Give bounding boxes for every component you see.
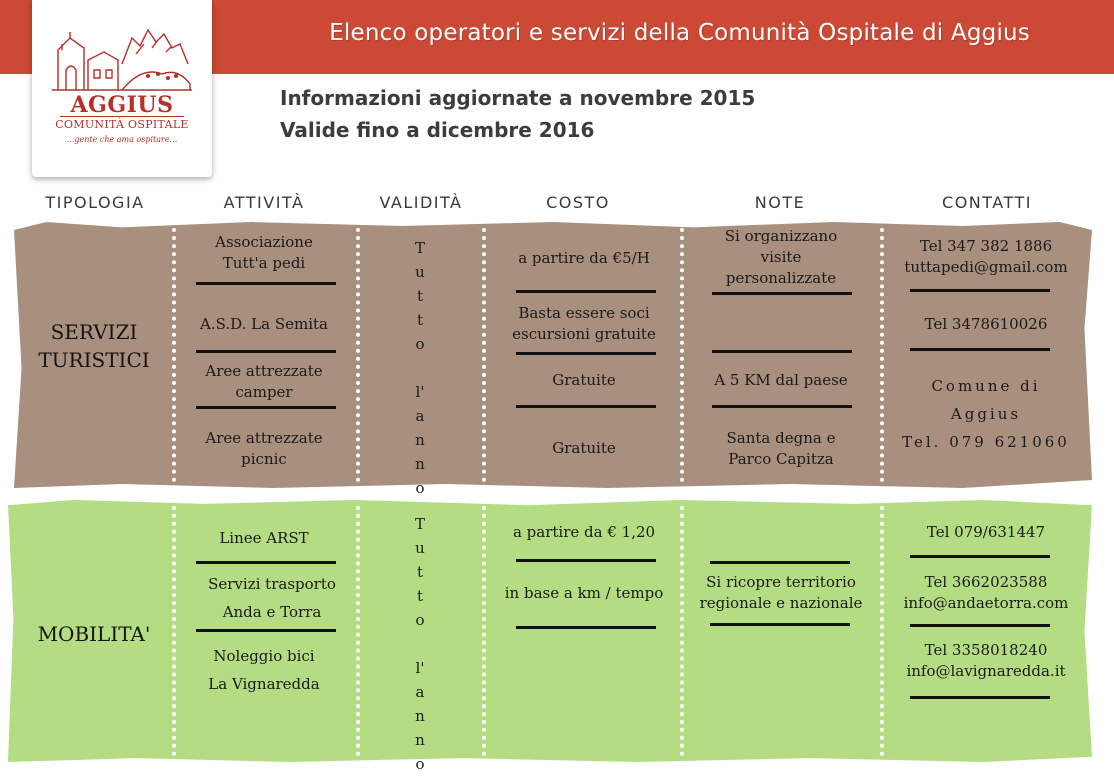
validity-letter: o (415, 479, 425, 497)
category-line: TURISTICI (38, 348, 150, 372)
column-divider (172, 228, 176, 482)
activity-text: camper (235, 383, 293, 401)
column-header-contatti: CONTATTI (942, 193, 1032, 212)
activity-cell (182, 428, 346, 470)
contact-cell (884, 372, 1088, 456)
contact-text: Tel 3662023588 (924, 573, 1048, 591)
logo-subtitle: COMUNITÀ OSPITALE (55, 118, 189, 131)
note-text: Parco Capitza (728, 450, 834, 468)
note-text: Si ricopre territorio (706, 573, 856, 591)
activity-text: A.S.D. La Semita (200, 315, 328, 333)
validity-letter: t (416, 311, 424, 329)
cost-cell (494, 522, 674, 543)
column-divider (482, 506, 486, 756)
note-cell (690, 428, 872, 470)
cost-text: a partire da €5/H (518, 249, 650, 267)
note-text: visite (760, 248, 802, 266)
row-separator (516, 626, 656, 629)
note-text: A 5 KM dal paese (714, 371, 848, 389)
note-cell (690, 226, 872, 289)
logo-tagline: ...gente che ama ospitare... (66, 135, 178, 144)
row-separator (196, 350, 336, 353)
validity-letter: l' (415, 383, 425, 401)
validity-letter: a (415, 407, 425, 425)
row-separator (910, 555, 1050, 558)
contact-text: Tel 079/631447 (926, 523, 1046, 541)
column-header-costo: COSTO (546, 193, 610, 212)
village-illustration-icon (52, 24, 192, 92)
row-separator (516, 559, 656, 562)
row-separator (516, 405, 656, 408)
row-separator (712, 292, 852, 295)
cost-text: a partire da € 1,20 (512, 523, 656, 541)
column-header-validita: VALIDITÀ (379, 193, 463, 212)
validity-letter: t (416, 587, 424, 605)
cost-text: escursioni gratuite (512, 325, 656, 343)
cost-text: Gratuite (552, 439, 616, 457)
activity-text: Aree attrezzate (205, 429, 323, 447)
contact-text: Tel 3478610026 (924, 315, 1048, 333)
activity-text: La Vignaredda (208, 675, 320, 693)
row-separator (712, 405, 852, 408)
category-servizi-turistici (24, 318, 164, 374)
note-cell (690, 370, 872, 391)
activity-text: Servizi trasporto (208, 575, 336, 593)
category-mobilita: MOBILITA' (37, 622, 151, 646)
row-separator (710, 623, 850, 626)
validity-letter: T (414, 515, 425, 533)
logo-divider (60, 116, 184, 117)
activity-text: Aree attrezzate (205, 362, 323, 380)
cost-cell (494, 370, 674, 391)
row-separator (196, 629, 336, 632)
row-separator (910, 348, 1050, 351)
validity-letter: l' (415, 659, 425, 677)
activity-text: Tutt'a pedi (222, 254, 306, 272)
row-separator (910, 624, 1050, 627)
row-separator (712, 350, 852, 353)
cost-cell (494, 583, 674, 604)
activity-cell (182, 361, 346, 403)
row-separator (196, 406, 336, 409)
validity-letter: n (415, 455, 425, 473)
column-divider (680, 228, 684, 482)
cost-cell (494, 303, 674, 345)
note-text: Santa degna e (726, 429, 836, 447)
validity-letter: o (415, 335, 425, 353)
column-divider (680, 506, 684, 756)
column-header-attivita: ATTIVITÀ (223, 193, 305, 212)
contact-text: info@lavignaredda.it (906, 662, 1066, 680)
logo-card (32, 0, 212, 177)
column-divider (880, 506, 884, 756)
validity-vertical-text (410, 512, 430, 776)
contact-text: info@andaetorra.com (903, 594, 1069, 612)
validity-letter: a (415, 683, 425, 701)
contact-cell (888, 236, 1084, 278)
contact-cell (888, 314, 1084, 335)
note-text: Si organizzano (724, 227, 838, 245)
activity-cell (182, 232, 346, 274)
contact-cell (876, 640, 1096, 682)
validity-letter: o (415, 755, 425, 773)
note-cell (690, 572, 872, 614)
cost-cell (494, 438, 674, 459)
contact-cell (888, 522, 1084, 543)
validity-letter (410, 632, 430, 656)
validity-letter (410, 356, 430, 380)
cost-text: Basta essere soci (518, 304, 650, 322)
info-valid: Valide fino a dicembre 2016 (280, 118, 595, 142)
validity-letter: T (414, 239, 425, 257)
page-title: Elenco operatori e servizi della Comunità Ospitale di Aggius (329, 20, 1030, 46)
activity-cell (190, 570, 354, 626)
activity-cell (182, 528, 346, 549)
contact-text: tuttapedi@gmail.com (904, 258, 1068, 276)
row-separator (516, 352, 656, 355)
row-separator (196, 561, 336, 564)
activity-cell (182, 314, 346, 335)
column-header-note: NOTE (754, 193, 806, 212)
contact-text: Tel 3358018240 (924, 641, 1048, 659)
column-header-tipologia: TIPOLOGIA (45, 193, 145, 212)
row-separator (910, 696, 1050, 699)
validity-letter: n (415, 707, 425, 725)
info-updated: Informazioni aggiornate a novembre 2015 (280, 86, 756, 110)
note-text: personalizzate (725, 269, 837, 287)
activity-text: Noleggio bici (213, 647, 315, 665)
contact-text: Comune di (931, 377, 1041, 395)
note-text: regionale e nazionale (699, 594, 863, 612)
column-divider (172, 506, 176, 756)
activity-text: picnic (241, 450, 287, 468)
column-divider (356, 506, 360, 756)
logo-name: AGGIUS (70, 92, 174, 118)
validity-letter: n (415, 731, 425, 749)
activity-text: Anda e Torra (222, 603, 322, 621)
validity-letter: o (415, 611, 425, 629)
validity-letter: t (416, 563, 424, 581)
activity-text: Associazione (215, 233, 313, 251)
validity-letter: t (416, 287, 424, 305)
row-separator (196, 282, 336, 285)
contact-text: Tel. 079 621060 (902, 433, 1070, 451)
column-divider (482, 228, 486, 482)
activity-cell (182, 642, 346, 698)
row-separator (710, 561, 850, 564)
row-separator (516, 290, 656, 293)
category-line: SERVIZI (50, 320, 138, 344)
activity-text: Linee ARST (219, 529, 309, 547)
cost-text: in base a km / tempo (504, 584, 664, 602)
validity-letter: u (415, 263, 425, 281)
validity-letter: u (415, 539, 425, 557)
cost-text: Gratuite (552, 371, 616, 389)
contact-text: Tel 347 382 1886 (919, 237, 1053, 255)
validity-letter: n (415, 431, 425, 449)
column-divider (356, 228, 360, 482)
cost-cell (494, 248, 674, 269)
row-separator (910, 289, 1050, 292)
validity-vertical-text (410, 236, 430, 500)
contact-cell (876, 572, 1096, 614)
contact-text: Aggius (950, 405, 1022, 423)
